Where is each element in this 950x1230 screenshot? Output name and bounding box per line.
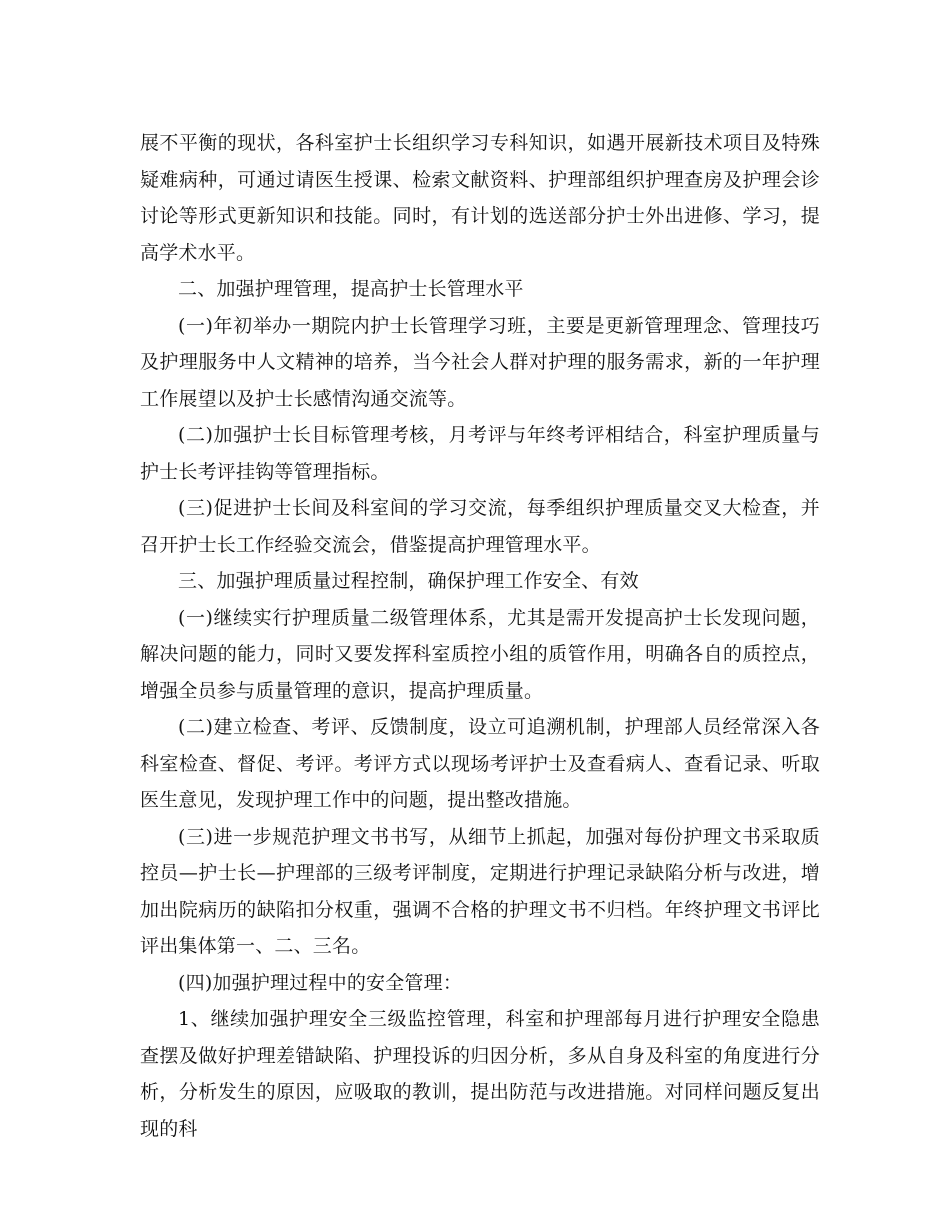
section-heading-3: 三、加强护理质量过程控制，确保护理工作安全、有效: [178, 570, 639, 592]
document-body: [140, 125, 820, 1147]
paragraph-3-2: (二)建立检查、考评、反馈制度，设立可追溯机制，护理部人员经常深入各科室检查、督促、考评。考评方式以现场考评护士及查看病人、查看记录、听取医生意见，发现护理工作中的问题，提出整改措施。: [140, 716, 820, 811]
paragraph-continuation: 展不平衡的现状，各科室护士长组织学习专科知识，如遇开展新技术项目及特殊疑难病种，可通过请医生授课、检索文献资料、护理部组织护理查房及护理会诊讨论等形式更新知识和技能。同时，有计划的选送部分护士外出进修、学习，提高学术水平。: [140, 132, 820, 264]
paragraph-3-3: (三)进一步规范护理文书书写，从细节上抓起，加强对每份护理文书采取质控员—护士长—护理部的三级考评制度，定期进行护理记录缺陷分析与改进，增加出院病历的缺陷扣分权重，强调不合格的护理文书不归档。年终护理文书评比评出集体第一、二、三名。: [140, 825, 820, 957]
paragraph-2-3: (三)促进护士长间及科室间的学习交流，每季组织护理质量交叉大检查，并召开护士长工作经验交流会，借鉴提高护理管理水平。: [140, 497, 820, 556]
paragraph-3-1: (一)继续实行护理质量二级管理体系，尤其是需开发提高护士长发现问题，解决问题的能力，同时又要发挥科室质控小组的质管作用，明确各自的质控点，增强全员参与质量管理的意识，提高护理质量。: [140, 606, 820, 702]
paragraph-2-1: (一)年初举办一期院内护士长管理学习班，主要是更新管理理念、管理技巧及护理服务中人文精神的培养，当今社会人群对护理的服务需求，新的一年护理工作展望以及护士长感情沟通交流等。: [140, 314, 820, 410]
paragraph-3-4: (四)加强护理过程中的安全管理：: [178, 971, 463, 994]
paragraph-2-2: (二)加强护士长目标管理考核，月考评与年终考评相结合，科室护理质量与护士长考评挂钩等管理指标。: [140, 424, 820, 483]
section-heading-2: 二、加强护理管理，提高护士长管理水平: [178, 278, 524, 300]
paragraph-3-4-1: 1、继续加强护理安全三级监控管理，科室和护理部每月进行护理安全隐患查摆及做好护理差错缺陷、护理投诉的归因分析，多从自身及科室的角度进行分析，分析发生的原因，应吸取的教训，提出防范与改进措施。对同样问题反复出现的科: [140, 1008, 820, 1140]
